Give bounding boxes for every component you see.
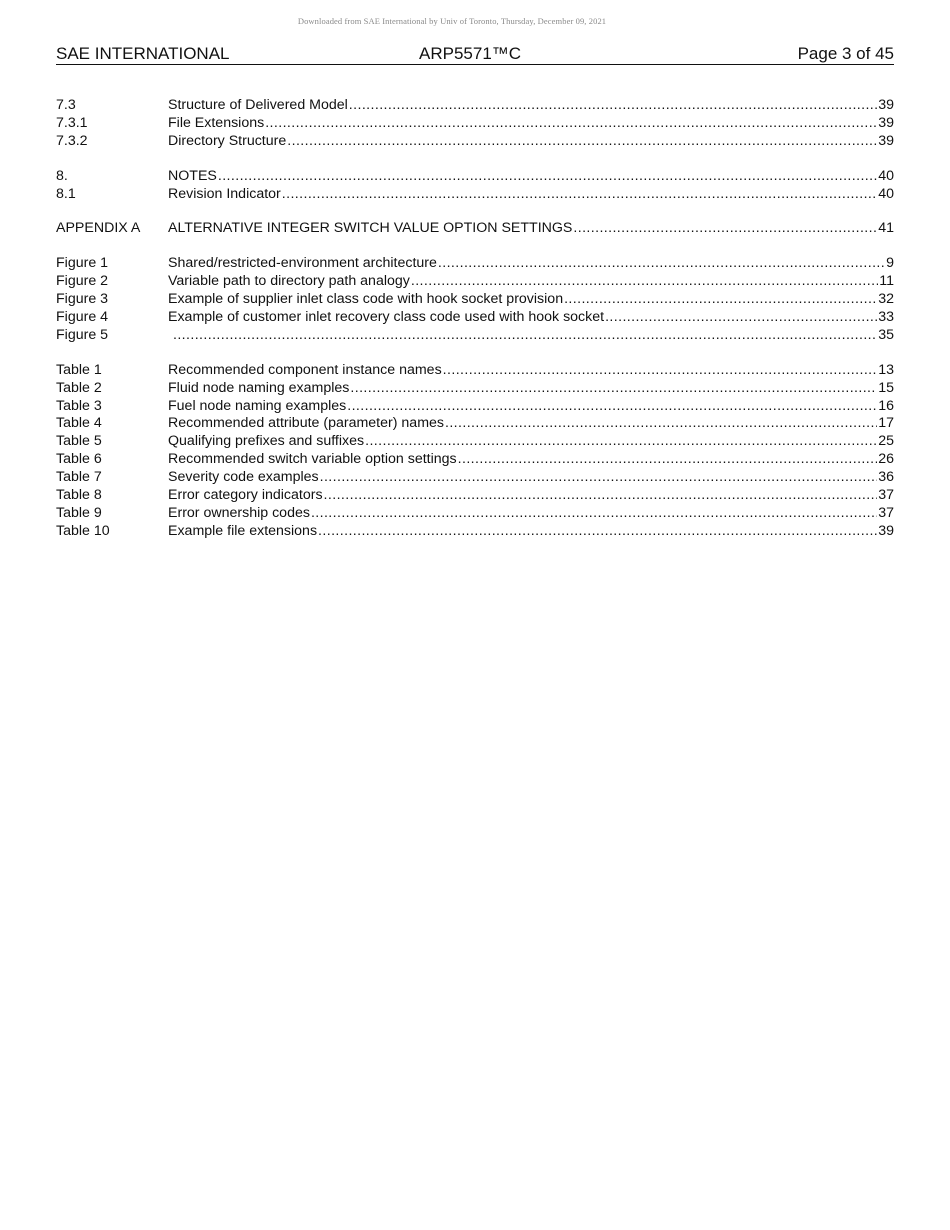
toc-entry-line	[168, 220, 894, 238]
toc-entry[interactable]	[56, 309, 894, 327]
toc-entry-page: 26	[878, 451, 894, 468]
toc-entry-line	[168, 451, 894, 469]
toc-entry-line	[168, 115, 894, 133]
header-document-id: ARP5571™C	[419, 44, 522, 63]
toc-entry-label: 7.3.2	[56, 132, 88, 149]
toc-entry-label: Table 6	[56, 451, 102, 468]
toc-entry-page: 15	[878, 379, 894, 396]
toc-entry-page: 39	[878, 114, 894, 131]
toc-entry[interactable]	[56, 273, 894, 291]
toc-entry-line	[168, 309, 894, 327]
toc-entry-label: Figure 1	[56, 255, 109, 272]
toc-entry-label: Table 3	[56, 397, 102, 414]
toc-entry-title: Severity code examples	[168, 469, 319, 486]
page-header	[56, 44, 894, 65]
toc-dot-leader	[318, 523, 877, 541]
toc-entry-page: 39	[878, 132, 894, 149]
toc-entry-title: Example file extensions	[168, 522, 318, 539]
toc-entry[interactable]	[56, 168, 894, 186]
toc-entry-label: APPENDIX A	[56, 220, 141, 237]
toc-entry-line	[168, 186, 894, 204]
header-organization: SAE INTERNATIONAL	[56, 44, 230, 63]
toc-dot-leader	[443, 362, 878, 380]
toc-dot-leader	[458, 451, 878, 469]
toc-group	[56, 168, 894, 204]
toc-entry-line	[168, 168, 894, 186]
toc-entry-page: 39	[878, 522, 894, 539]
toc-entry-page: 37	[878, 487, 894, 504]
toc-entry-label: Table 2	[56, 379, 102, 396]
toc-dot-leader	[347, 398, 877, 416]
toc-entry[interactable]	[56, 133, 894, 151]
toc-entry-label: Figure 4	[56, 309, 109, 326]
toc-entry-label: Figure 3	[56, 291, 109, 308]
toc-entry[interactable]	[56, 362, 894, 380]
toc-entry-title: Example of customer inlet recovery class code used with hook socket	[168, 309, 605, 326]
toc-entry-page: 11	[879, 273, 894, 290]
toc-entry-line	[168, 523, 894, 541]
toc-dot-leader	[265, 115, 877, 133]
header-page-number: Page 3 of 45	[797, 44, 894, 63]
toc-dot-leader	[438, 255, 885, 273]
toc-entry-label: Figure 2	[56, 273, 109, 290]
toc-dot-leader	[282, 186, 877, 204]
toc-entry-line	[168, 273, 894, 291]
toc-entry[interactable]	[56, 433, 894, 451]
toc-entry-title: Recommended switch variable option settings	[168, 451, 457, 468]
toc-entry-line	[168, 362, 894, 380]
toc-group	[56, 97, 894, 151]
toc-entry[interactable]	[56, 291, 894, 309]
toc-group	[56, 362, 894, 541]
toc-entry-line	[168, 487, 894, 505]
toc-entry-line	[168, 133, 894, 151]
toc-entry-line	[168, 398, 894, 416]
toc-entry-line	[168, 380, 894, 398]
toc-entry-title: Shared/restricted-environment architecture	[168, 255, 437, 272]
toc-entry-title: Structure of Delivered Model	[168, 97, 348, 113]
toc-entry[interactable]	[56, 327, 894, 345]
toc-entry-page: 36	[878, 469, 894, 486]
toc-entry-title: Recommended attribute (parameter) names	[168, 415, 444, 432]
toc-entry[interactable]	[56, 523, 894, 541]
toc-entry-page: 40	[878, 167, 894, 184]
toc-entry-title: File Extensions	[168, 114, 265, 131]
toc-group	[56, 220, 894, 238]
toc-entry-title: ALTERNATIVE INTEGER SWITCH VALUE OPTION SETTINGS	[168, 220, 573, 237]
toc-entry-title: Error ownership codes	[168, 504, 310, 521]
table-of-contents	[56, 97, 894, 558]
toc-entry-title: Directory Structure	[168, 132, 287, 149]
toc-entry[interactable]	[56, 380, 894, 398]
toc-entry-title: Error category indicators	[168, 487, 323, 504]
toc-entry-title: Fuel node naming examples	[168, 397, 347, 414]
toc-entry-title: Recommended component instance names	[168, 361, 442, 378]
toc-entry-page: 39	[878, 97, 894, 113]
toc-dot-leader	[218, 168, 877, 186]
toc-entry-page: 41	[878, 220, 894, 237]
toc-entry[interactable]	[56, 505, 894, 523]
toc-dot-leader	[349, 97, 877, 115]
toc-entry-page: 35	[878, 326, 894, 343]
toc-dot-leader	[320, 469, 878, 487]
toc-dot-leader	[311, 505, 877, 523]
toc-entry-line	[168, 469, 894, 487]
toc-entry-line	[168, 255, 894, 273]
toc-entry-title: Example of supplier inlet class code with hook socket provision	[168, 291, 564, 308]
toc-entry-label: 8.1	[56, 185, 76, 202]
toc-entry-label: Figure 5	[56, 326, 109, 343]
toc-entry[interactable]	[56, 487, 894, 505]
toc-dot-leader	[350, 380, 877, 398]
toc-entry-label: Table 5	[56, 433, 102, 450]
toc-entry-label: 8.	[56, 167, 68, 184]
toc-entry-label: Table 4	[56, 415, 102, 432]
toc-dot-leader	[324, 487, 878, 505]
toc-entry-line	[168, 97, 894, 115]
toc-entry-title: Fluid node naming examples	[168, 379, 350, 396]
toc-group	[56, 255, 894, 344]
toc-entry[interactable]	[56, 255, 894, 273]
toc-entry-title: Revision Indicator	[168, 185, 281, 202]
download-watermark: Downloaded from SAE International by Univ of Toronto, Thursday, December 09, 2021	[297, 16, 607, 26]
toc-entry-line	[168, 415, 894, 433]
toc-entry-page: 25	[878, 433, 894, 450]
toc-entry-title: Variable path to directory path analogy	[168, 273, 410, 290]
toc-entry[interactable]	[56, 186, 894, 204]
toc-entry-page: 40	[878, 185, 894, 202]
toc-entry-title: NOTES	[168, 167, 217, 184]
toc-entry-page: 16	[878, 397, 894, 414]
toc-entry-page: 9	[886, 255, 894, 272]
toc-dot-leader	[365, 433, 877, 451]
toc-entry-page: 32	[878, 291, 894, 308]
toc-entry-title: Qualifying prefixes and suffixes	[168, 433, 365, 450]
toc-entry-page: 33	[878, 309, 894, 326]
toc-dot-leader	[411, 273, 878, 291]
toc-entry[interactable]	[56, 220, 894, 238]
toc-entry-line	[168, 327, 894, 345]
toc-entry[interactable]	[56, 97, 894, 115]
toc-dot-leader	[564, 291, 877, 309]
toc-entry-line	[168, 291, 894, 309]
toc-dot-leader	[605, 309, 877, 327]
toc-entry-label: 7.3.1	[56, 114, 88, 131]
toc-entry-line	[168, 505, 894, 523]
toc-entry-label: 7.3	[56, 97, 76, 113]
toc-dot-leader	[287, 133, 877, 151]
toc-entry-line	[168, 433, 894, 451]
toc-dot-leader	[445, 415, 877, 433]
toc-dot-leader	[573, 220, 877, 238]
toc-entry-label: Table 7	[56, 469, 102, 486]
toc-entry-label: Table 1	[56, 361, 102, 378]
toc-dot-leader	[173, 327, 877, 345]
toc-entry-page: 37	[878, 504, 894, 521]
toc-entry-label: Table 9	[56, 504, 102, 521]
toc-entry-label: Table 8	[56, 487, 102, 504]
toc-entry-page: 17	[878, 415, 894, 432]
toc-entry[interactable]	[56, 398, 894, 416]
toc-entry[interactable]	[56, 415, 894, 433]
toc-entry[interactable]	[56, 469, 894, 487]
toc-entry-label: Table 10	[56, 522, 110, 539]
toc-entry-page: 13	[878, 361, 894, 378]
toc-entry[interactable]	[56, 115, 894, 133]
toc-entry[interactable]	[56, 451, 894, 469]
